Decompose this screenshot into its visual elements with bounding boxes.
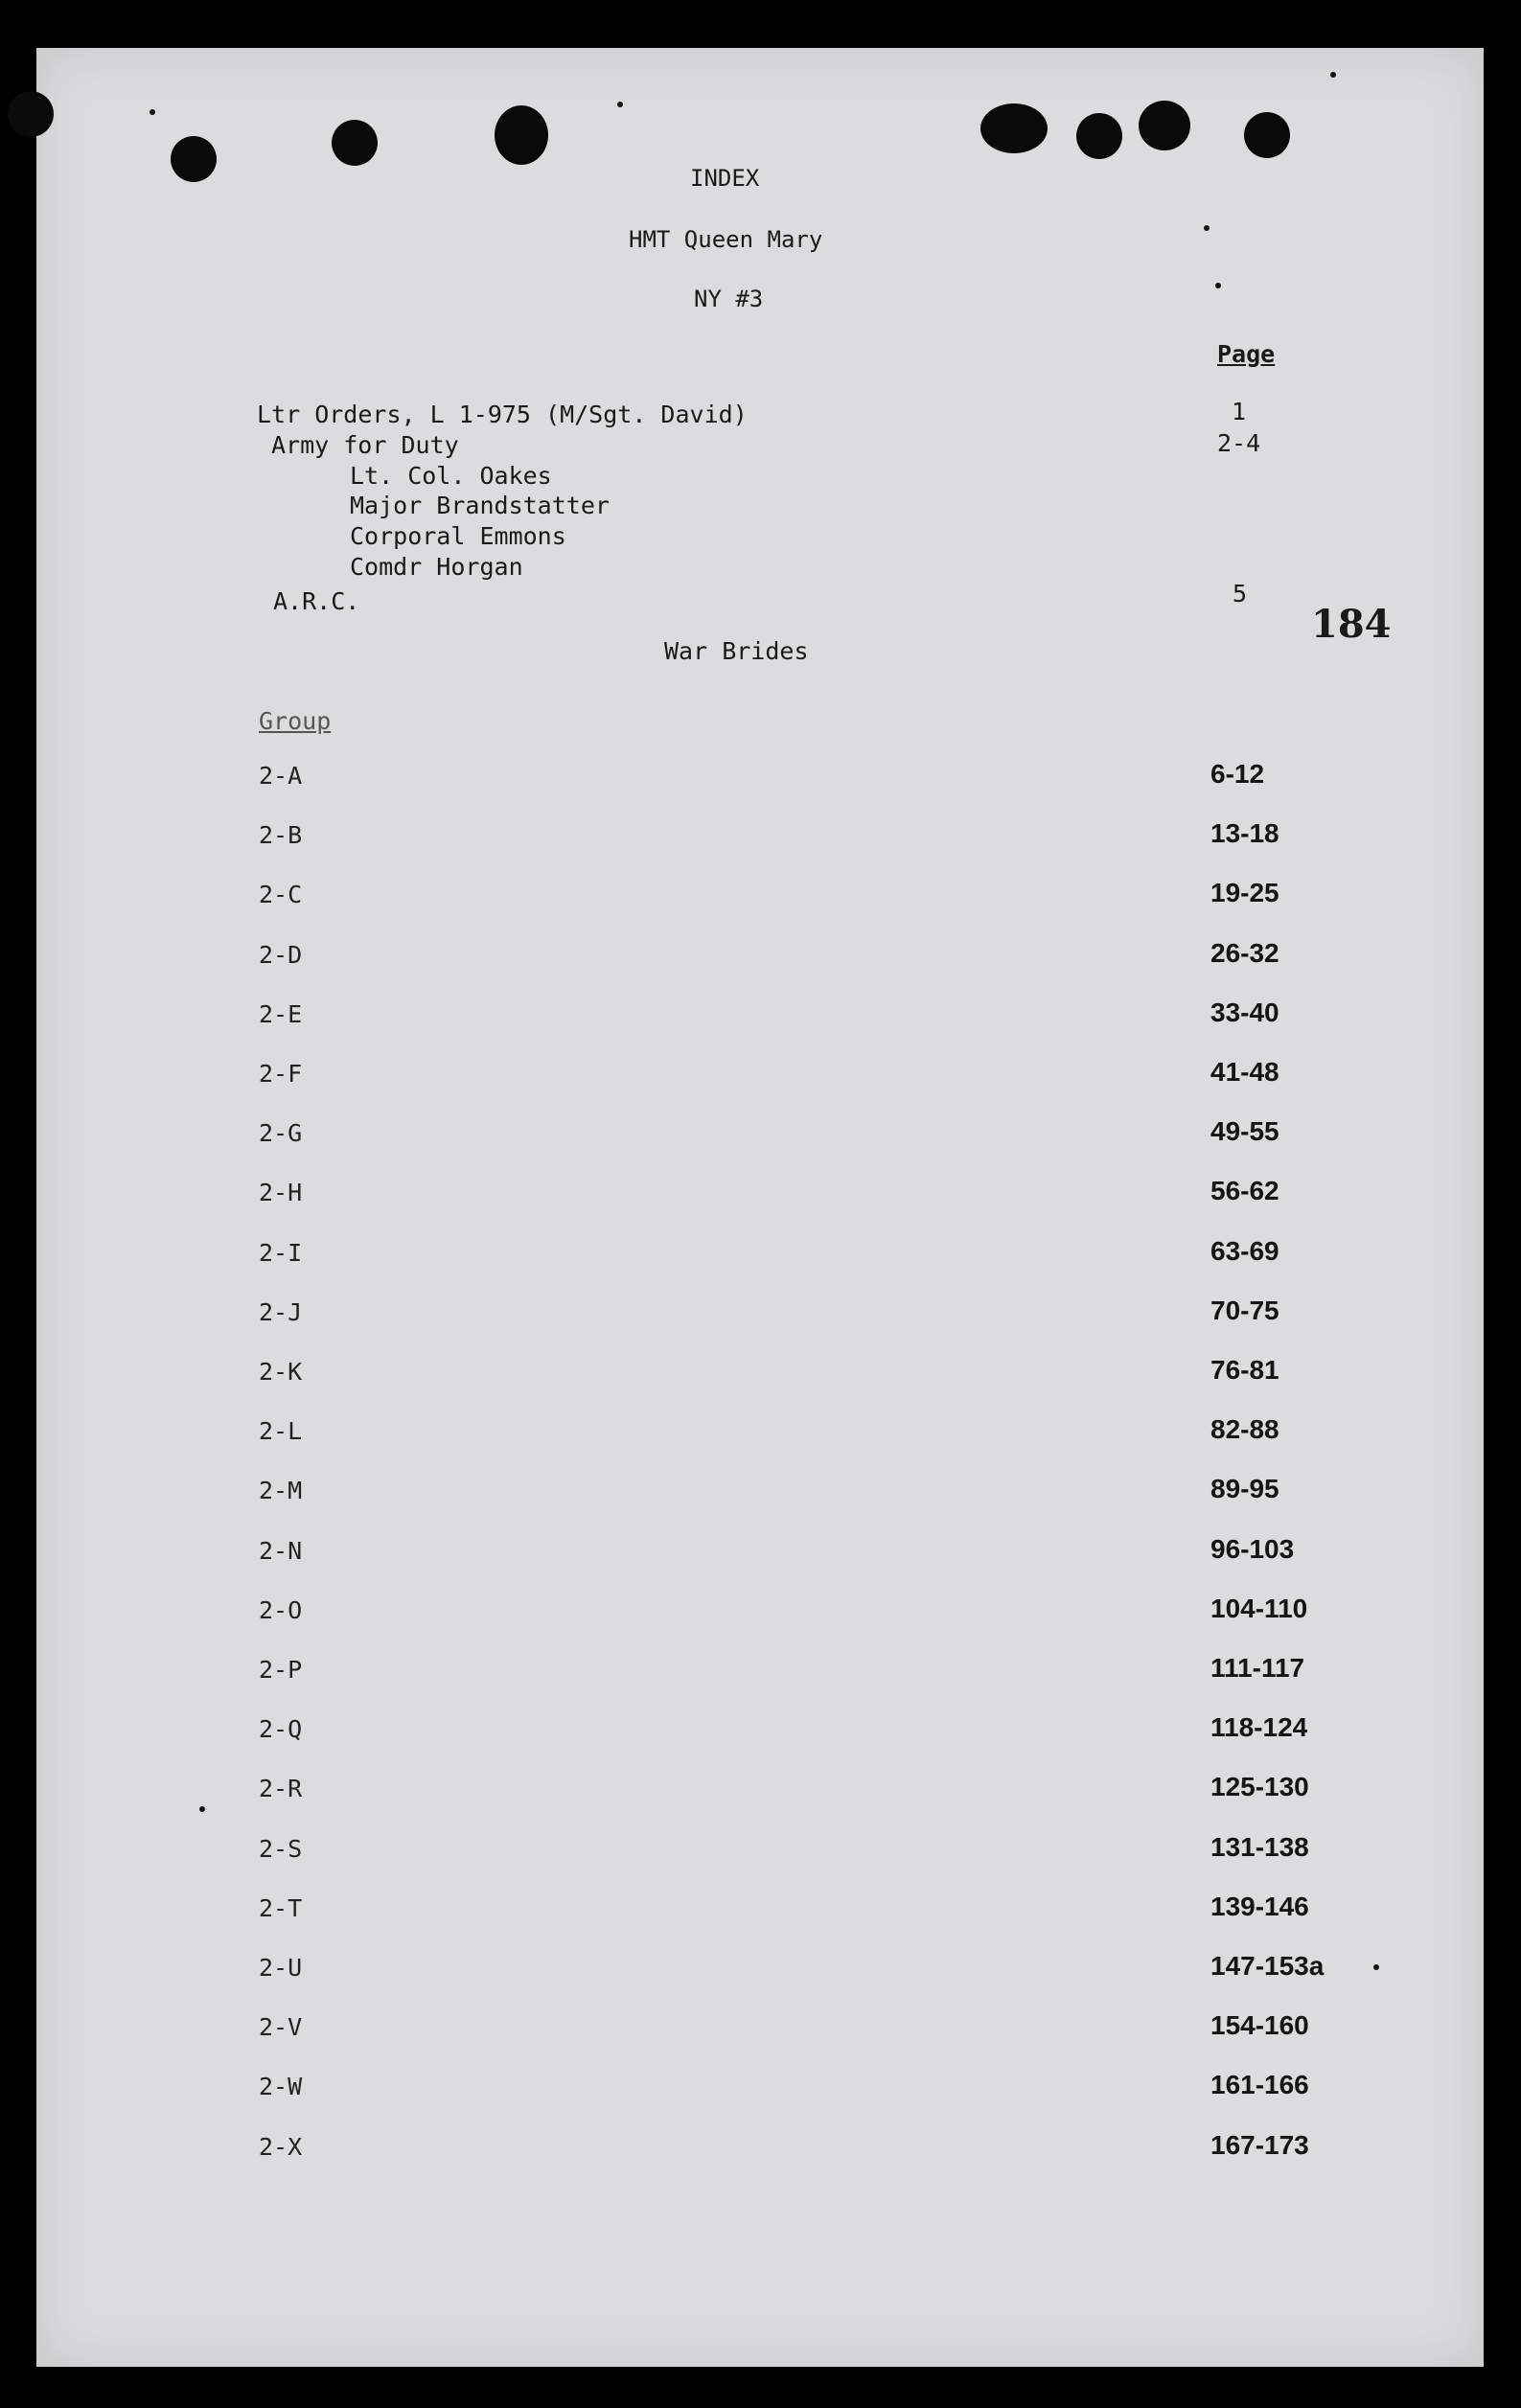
front-matter-label: Army for Duty	[271, 431, 459, 459]
group-pages: 96-103	[1210, 1534, 1295, 1564]
ink-speck	[1215, 283, 1221, 288]
group-label: 2-D	[259, 941, 303, 969]
group-pages: 111-117	[1210, 1653, 1305, 1683]
front-matter-label: Lt. Col. Oakes	[350, 462, 552, 490]
document-page	[36, 48, 1484, 2367]
group-pages: 13-18	[1210, 818, 1279, 848]
group-label: 2-A	[259, 762, 303, 790]
group-label: 2-V	[259, 2013, 303, 2041]
group-pages: 161-166	[1210, 2070, 1309, 2099]
group-label: 2-K	[259, 1358, 303, 1386]
voyage-number: NY #3	[694, 286, 764, 312]
group-label: 2-Q	[259, 1715, 303, 1743]
punch-hole	[8, 91, 54, 137]
group-label: 2-J	[259, 1298, 303, 1326]
group-pages: 19-25	[1210, 878, 1279, 907]
group-pages: 41-48	[1210, 1057, 1279, 1087]
front-matter-label: Major Brandstatter	[350, 492, 610, 519]
group-label: 2-L	[259, 1417, 303, 1445]
front-matter-pages: 1	[1232, 398, 1247, 425]
group-label: 2-F	[259, 1060, 303, 1088]
punch-hole	[1244, 112, 1290, 158]
group-label: 2-R	[259, 1775, 303, 1802]
group-pages: 89-95	[1210, 1474, 1279, 1503]
group-pages: 56-62	[1210, 1176, 1279, 1205]
group-label: 2-S	[259, 1835, 303, 1863]
group-pages: 104-110	[1210, 1594, 1308, 1623]
ship-name: HMT Queen Mary	[629, 226, 823, 253]
section-title: War Brides	[664, 637, 809, 665]
group-pages: 6-12	[1210, 759, 1265, 789]
group-pages: 70-75	[1210, 1296, 1279, 1325]
group-label: 2-E	[259, 1000, 303, 1028]
front-matter-label: Ltr Orders, L 1-975 (M/Sgt. David)	[257, 401, 748, 428]
group-label: 2-U	[259, 1954, 303, 1982]
punch-hole	[332, 120, 378, 166]
ink-speck	[617, 102, 623, 107]
punch-hole	[980, 103, 1048, 153]
ink-speck	[199, 1806, 205, 1812]
group-pages: 26-32	[1210, 938, 1279, 968]
group-label: 2-B	[259, 821, 303, 849]
group-pages: 167-173	[1210, 2130, 1309, 2160]
page-stamp-number: 184	[1311, 602, 1392, 647]
group-pages: 147-153a	[1210, 1951, 1325, 1981]
ink-speck	[1330, 72, 1336, 78]
punch-hole	[1139, 101, 1190, 150]
group-label: 2-O	[259, 1596, 303, 1624]
group-label: 2-T	[259, 1894, 303, 1922]
group-pages: 125-130	[1210, 1772, 1309, 1801]
index-title: INDEX	[690, 165, 760, 192]
group-pages: 118-124	[1210, 1712, 1308, 1742]
group-column-header: Group	[259, 707, 332, 735]
ink-speck	[150, 109, 155, 115]
group-label: 2-X	[259, 2133, 303, 2161]
group-pages: 49-55	[1210, 1116, 1279, 1146]
group-pages: 154-160	[1210, 2010, 1309, 2040]
group-label: 2-W	[259, 2073, 303, 2100]
punch-hole	[495, 105, 548, 165]
group-label: 2-P	[259, 1656, 303, 1684]
group-pages: 139-146	[1210, 1892, 1309, 1921]
group-label: 2-I	[259, 1239, 303, 1267]
group-label: 2-C	[259, 881, 303, 908]
punch-hole	[1076, 113, 1122, 159]
group-pages: 131-138	[1210, 1832, 1309, 1862]
group-label: 2-H	[259, 1179, 303, 1206]
punch-hole	[171, 136, 217, 182]
group-label: 2-N	[259, 1537, 303, 1565]
front-matter-label: Comdr Horgan	[350, 553, 523, 581]
group-label: 2-M	[259, 1477, 303, 1504]
page-column-header: Page	[1217, 340, 1276, 368]
ink-speck	[1204, 225, 1210, 231]
group-pages: 33-40	[1210, 998, 1279, 1027]
ink-speck	[1373, 1964, 1379, 1970]
front-matter-pages: 5	[1233, 580, 1248, 608]
front-matter-label: Corporal Emmons	[350, 522, 566, 550]
group-pages: 63-69	[1210, 1236, 1279, 1266]
group-pages: 82-88	[1210, 1414, 1279, 1444]
front-matter-label: A.R.C.	[273, 587, 360, 615]
group-label: 2-G	[259, 1119, 303, 1147]
front-matter-pages: 2-4	[1217, 429, 1261, 457]
group-pages: 76-81	[1210, 1355, 1279, 1385]
